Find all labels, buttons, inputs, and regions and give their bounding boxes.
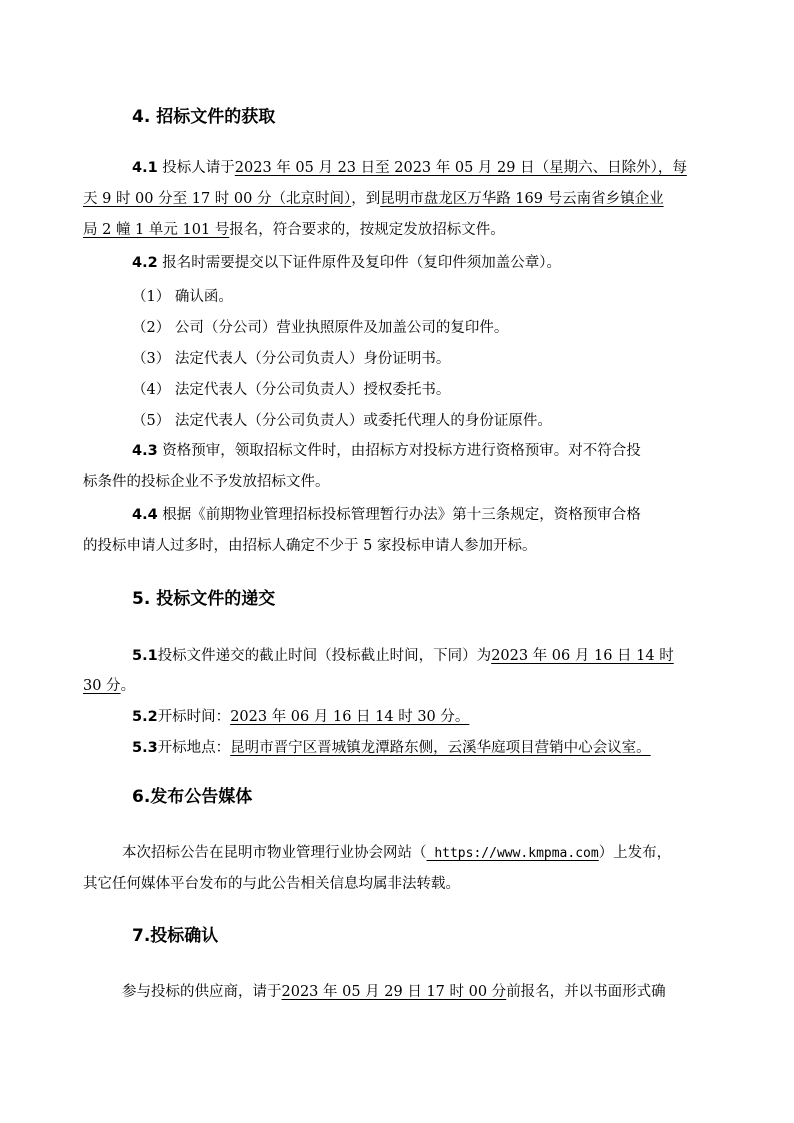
para-text: 。: [120, 678, 136, 694]
para-text: 报名时需要提交以下证件原件及复印件（复印件须加盖公章）。: [157, 255, 562, 271]
para-text: 投标文件递交的截止时间（投标截止时间，下同）为: [157, 648, 492, 664]
section-7-heading: 7.投标确认: [132, 926, 219, 946]
para-text: 参与投标的供应商，请于: [122, 984, 282, 1000]
para-7-line-1: [122, 982, 666, 1002]
list-item-5: （5） 法定代表人（分公司负责人）或委托代理人的身份证原件。: [132, 413, 552, 429]
para-text: 本次招标公告在昆明市物业管理行业协会网站（: [122, 845, 427, 861]
para-5-1-line-1: [132, 646, 674, 666]
para-4-2: [132, 253, 561, 273]
para-number: 5.3: [132, 740, 158, 756]
para-5-1-line-2: [83, 676, 135, 696]
list-item-3: （3） 法定代表人（分公司负责人）身份证明书。: [132, 351, 451, 367]
para-text: 报名，符合要求的，按规定发放招标文件。: [229, 222, 505, 238]
para-number: 4.1: [132, 160, 158, 176]
deadline-date: 2023 年 06 月 16 日 14 时: [491, 648, 674, 664]
list-item-1: （1） 确认函。: [132, 289, 233, 305]
para-number: 4.2: [132, 255, 158, 271]
deadline-time: 30 分: [83, 678, 121, 694]
para-number: 4.3: [132, 443, 158, 459]
para-4-3-line-2: 标条件的投标企业不予发放招标文件。: [83, 474, 330, 490]
para-5-2: [132, 707, 469, 727]
registration-address-cont: 局 2 幢 1 单元 101 号: [83, 222, 230, 238]
para-label: 开标地点：: [157, 740, 231, 756]
registration-time: 天 9 时 00 分至 17 时 00 分（北京时间）: [83, 191, 352, 207]
confirm-deadline: 2023 年 05 月 29 日 17 时 00 分: [281, 984, 507, 1000]
registration-address: 昆明市盘龙区万华路 169 号云南省乡镇企业: [380, 191, 664, 207]
website-link[interactable]: https://www.kmpma.com: [426, 846, 599, 861]
para-number: 5.2: [132, 709, 158, 725]
para-text: 根据《前期物业管理招标投标管理暂行办法》第十三条规定，资格预审合格: [157, 507, 641, 523]
section-4-heading: 4. 招标文件的获取: [132, 107, 276, 127]
para-text: 前报名，并以书面形式确: [506, 984, 666, 1000]
para-number: 5.1: [132, 648, 158, 664]
opening-time: 2023 年 06 月 16 日 14 时 30 分。: [230, 709, 470, 725]
opening-location: 昆明市晋宁区晋城镇龙潭路东侧，云溪华庭项目营销中心会议室。: [230, 740, 651, 756]
section-5-heading: 5. 投标文件的递交: [132, 589, 276, 609]
para-6-line-2: 其它任何媒体平台发布的与此公告相关信息均属非法转载。: [83, 876, 460, 892]
para-4-3-line-1: [132, 441, 641, 461]
list-item-2: （2） 公司（分公司）营业执照原件及加盖公司的复印件。: [132, 320, 509, 336]
para-6-line-1: [122, 843, 671, 864]
para-text: 投标人请于: [157, 160, 235, 176]
para-5-3: [132, 738, 651, 758]
para-text: ，到: [351, 191, 381, 207]
para-label: 开标时间：: [157, 709, 231, 725]
para-4-1-line-2: [83, 189, 664, 209]
para-4-4-line-1: [132, 505, 641, 525]
registration-date: 2023 年 05 月 23 日至 2023 年 05 月 29 日（星期六、日除外），每: [234, 160, 687, 176]
para-4-1-line-1: [132, 158, 687, 178]
para-text: 资格预审，领取招标文件时，由招标方对投标方进行资格预审。对不符合投: [157, 443, 641, 459]
section-6-heading: 6.发布公告媒体: [132, 787, 253, 807]
para-4-1-line-3: [83, 220, 505, 240]
para-number: 4.4: [132, 507, 158, 523]
para-4-4-line-2: 的投标申请人过多时，由招标人确定不少于 5 家投标申请人参加开标。: [83, 538, 537, 554]
list-item-4: （4） 法定代表人（分公司负责人）授权委托书。: [132, 382, 451, 398]
para-text: ）上发布，: [598, 845, 672, 861]
